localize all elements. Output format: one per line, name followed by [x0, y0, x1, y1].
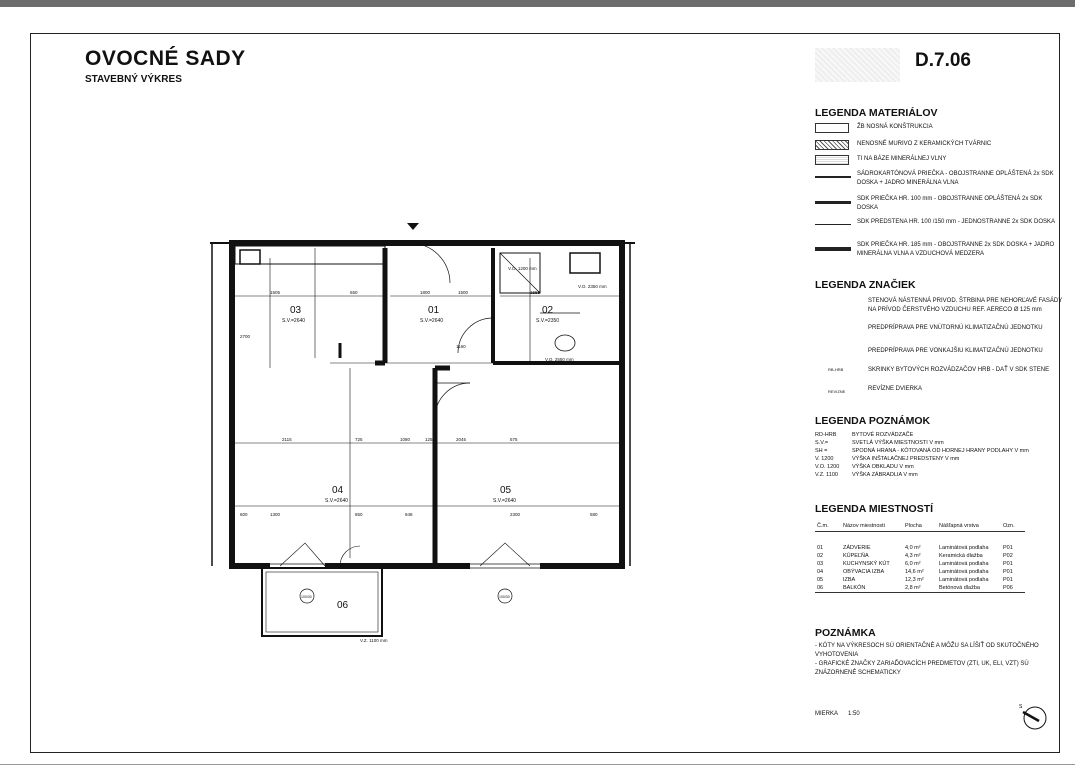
- legend-material-item: SDK PRIEČKA HR. 185 mm - OBOJSTRANNE 2x SDK DOSKA + JADRO MINERÁLNA VLNA A VZDUCHOVÁ MEDZERA: [857, 242, 1055, 257]
- legend-material-item: TI NA BÁZE MINERÁLNEJ VLNY: [857, 156, 947, 162]
- legend-material-item: SDK PREDSTENA HR. 100 /150 mm - JEDNOSTRANNE 2x SDK DOSKA: [857, 219, 1056, 225]
- scale-label: MIERKA 1:50: [815, 711, 860, 717]
- stamp-area: [815, 48, 900, 82]
- legend-materials-title: LEGENDA MATERIÁLOV: [815, 107, 938, 119]
- floor-plan: [210, 218, 635, 653]
- svg-text:575: 575: [510, 437, 518, 442]
- svg-text:650: 650: [350, 290, 358, 295]
- table-row: 02 KÚPEĽŇA 4,3 m² Keramická dlažba P02: [817, 553, 1013, 559]
- bottom-edge-line: [0, 764, 1075, 765]
- note-text: SPODNÁ HRANA - KÓTOVANÁ OD HORNEJ HRANY PODLAHY V mm: [852, 448, 1029, 454]
- svg-text:1160: 1160: [456, 344, 466, 349]
- line-sdk-wall: [815, 176, 851, 178]
- legend-material-item: SDK PRIEČKA HR. 100 mm - OBOJSTRANNE OPLÁŠTENÁ 2x SDK DOSKA: [857, 196, 1043, 211]
- legend-signs-title: LEGENDA ZNAČIEK: [815, 279, 916, 291]
- legend-sign-item: PREDPRÍPRAVA PRE VNÚTORNÚ KLIMATIZAČNÚ JEDNOTKU: [868, 325, 1043, 331]
- line-sdk-predstena: [815, 224, 851, 225]
- svg-text:2115: 2115: [282, 437, 292, 442]
- table-header: Ozn.: [1001, 520, 1025, 532]
- table-row: 03 KUCHYNSKÝ KÚT 6,0 m² Laminátová podlaha P01: [817, 561, 1013, 567]
- table-header: Plocha: [903, 520, 937, 532]
- room-03-label: 03: [290, 305, 302, 316]
- svg-text:1080: 1080: [400, 437, 411, 442]
- room-02-label: 02: [542, 305, 554, 316]
- legend-rooms-title: LEGENDA MIESTNOSTÍ: [815, 503, 934, 515]
- note-line: - GRAFICKÉ ZNAČKY ZARIAĎOVACÍCH PREDMETOV (ZTI, UK, ELI, VZT) SÚ ZNÁZORNENÉ SCHEMATICKY: [815, 661, 1029, 676]
- room-05-label: 05: [500, 485, 512, 496]
- svg-text:V.O. 2350 mm: V.O. 2350 mm: [578, 284, 607, 289]
- note-title: POZNÁMKA: [815, 627, 876, 639]
- legend-material-item: NENOSNÉ MURIVO Z KERAMICKÝCH TVÁRNIC: [857, 141, 992, 147]
- legend-sign-item: PREDPRÍPRAVA PRE VONKAJŠIU KLIMATIZAČNÚ JEDNOTKU: [868, 348, 1043, 354]
- table-row: 05 IZBA 12,3 m² Laminátová podlaha P01: [817, 577, 1013, 583]
- window-top-bar: [0, 0, 1075, 7]
- svg-text:1300: 1300: [270, 512, 281, 517]
- swatch-concrete: [815, 123, 849, 133]
- drawing-type: STAVEBNÝ VÝKRES: [85, 74, 182, 85]
- svg-text:600: 600: [240, 512, 248, 517]
- toilet: [555, 335, 575, 351]
- line-sdk-185: [815, 247, 851, 251]
- note-text: VÝŠKA INŠTALAČNEJ PREDSTENY V mm: [852, 456, 960, 462]
- swatch-mineral-wool: [815, 155, 849, 165]
- svg-text:850: 850: [355, 512, 363, 517]
- project-title: OVOCNÉ SADY: [85, 47, 246, 70]
- balcony: [262, 568, 382, 636]
- svg-text:100/30: 100/30: [301, 595, 312, 599]
- line-sdk-100: [815, 201, 851, 204]
- table-row: 01 ZÁDVERIE 4,0 m² Laminátová podlaha P01: [817, 545, 1013, 551]
- svg-text:S.V.=2640: S.V.=2640: [325, 498, 349, 504]
- note-code: S.V.=: [815, 440, 829, 446]
- table-header: Názov miestnosti: [841, 520, 903, 532]
- room-06-label: 06: [337, 600, 349, 611]
- note-code: SH =: [815, 448, 828, 454]
- legend-material-item: ŽB NOSNÁ KONŠTRUKCIA: [857, 124, 933, 130]
- note-text: VÝŠKA OBKLADU V mm: [852, 464, 914, 470]
- legend-sign-item: STENOVÁ NÁSTENNÁ PRIVOD. ŠTRBINA PRE NEHORĽAVÉ FASÁDY NA PRÍVOD ČERSTVÉHO VZDUCHU REF. AERECO Ø 125 mm: [868, 298, 1063, 313]
- svg-text:2045: 2045: [456, 437, 467, 442]
- svg-text:580: 580: [590, 512, 598, 517]
- svg-text:2300: 2300: [510, 512, 521, 517]
- note-text: BYTOVÉ ROZVÁDZAČE: [852, 432, 914, 438]
- svg-text:100/30: 100/30: [499, 595, 510, 599]
- legend-sign-item: REVÍZNE DVIERKA: [868, 386, 923, 392]
- svg-text:V.O. 1200 mm: V.O. 1200 mm: [508, 266, 537, 271]
- svg-text:948: 948: [405, 512, 413, 517]
- svg-text:S.V.=2640: S.V.=2640: [282, 318, 306, 324]
- svg-text:S.V.=2640: S.V.=2640: [493, 498, 517, 504]
- svg-text:1500: 1500: [458, 290, 469, 295]
- sign-label-revizne: REVIZNE: [828, 389, 846, 394]
- legend-sign-item: SKRINKY BYTOVÝCH ROZVÁDZAČOV HRB - DAŤ V SDK STENE: [868, 367, 1050, 373]
- legend-notes-title: LEGENDA POZNÁMOK: [815, 415, 931, 427]
- note-code: V. 1200: [815, 456, 834, 462]
- table-header-row: [815, 520, 1025, 532]
- table-header: Nášľapná vrstva: [937, 520, 1001, 532]
- svg-text:V.O. 2550 mm: V.O. 2550 mm: [545, 357, 574, 362]
- svg-text:1555: 1555: [530, 290, 541, 295]
- table-row: 06 BALKÓN 2,8 m² Betónová dlažba P06: [815, 584, 1025, 593]
- svg-text:125: 125: [425, 437, 433, 442]
- note-line: - KÓTY NA VÝKRESOCH SÚ ORIENTAČNÉ A MÔŽU SA LÍŠIŤ OD SKUTOČNÉHO VYHOTOVENIA: [815, 643, 1039, 658]
- swatch-masonry: [815, 140, 849, 150]
- north-arrow-icon: [1015, 700, 1055, 732]
- note-code: V.O. 1200: [815, 464, 840, 470]
- kitchen-counter: [235, 246, 385, 264]
- ventilation-box: [240, 250, 260, 264]
- note-text: SVETLÁ VÝŠKA MIESTNOSTI V mm: [852, 440, 944, 446]
- svg-text:2700: 2700: [240, 334, 251, 339]
- svg-text:S.V.=2350: S.V.=2350: [536, 318, 560, 324]
- room-04-label: 04: [332, 485, 344, 496]
- svg-text:V.Z. 1100 mm: V.Z. 1100 mm: [360, 638, 388, 643]
- svg-text:1800: 1800: [420, 290, 431, 295]
- sheet-number: D.7.06: [915, 50, 971, 71]
- svg-text:S: S: [1019, 704, 1023, 710]
- sign-label-rb: RB-HRB: [828, 367, 844, 372]
- legend-material-item: SÁDROKARTÓNOVÁ PRIEČKA - OBOJSTRANNE OPLÁŠTENÁ 2x SDK DOSKA + JADRO MINERÁLNA VLNA: [857, 171, 1054, 186]
- svg-text:1505: 1505: [270, 290, 281, 295]
- svg-text:S.V.=2640: S.V.=2640: [420, 318, 444, 324]
- note-code: RD-HRB: [815, 432, 837, 438]
- table-row: 04 OBÝVACIA IZBA 14,6 m² Laminátová podlaha P01: [817, 569, 1013, 575]
- note-text: VÝŠKA ZÁBRADLIA V mm: [852, 472, 918, 478]
- room-01-label: 01: [428, 305, 440, 316]
- table-header: Č.m.: [815, 520, 841, 532]
- rooms-table: [815, 520, 1025, 593]
- note-code: V.Z. 1100: [815, 472, 838, 478]
- svg-text:725: 725: [355, 437, 363, 442]
